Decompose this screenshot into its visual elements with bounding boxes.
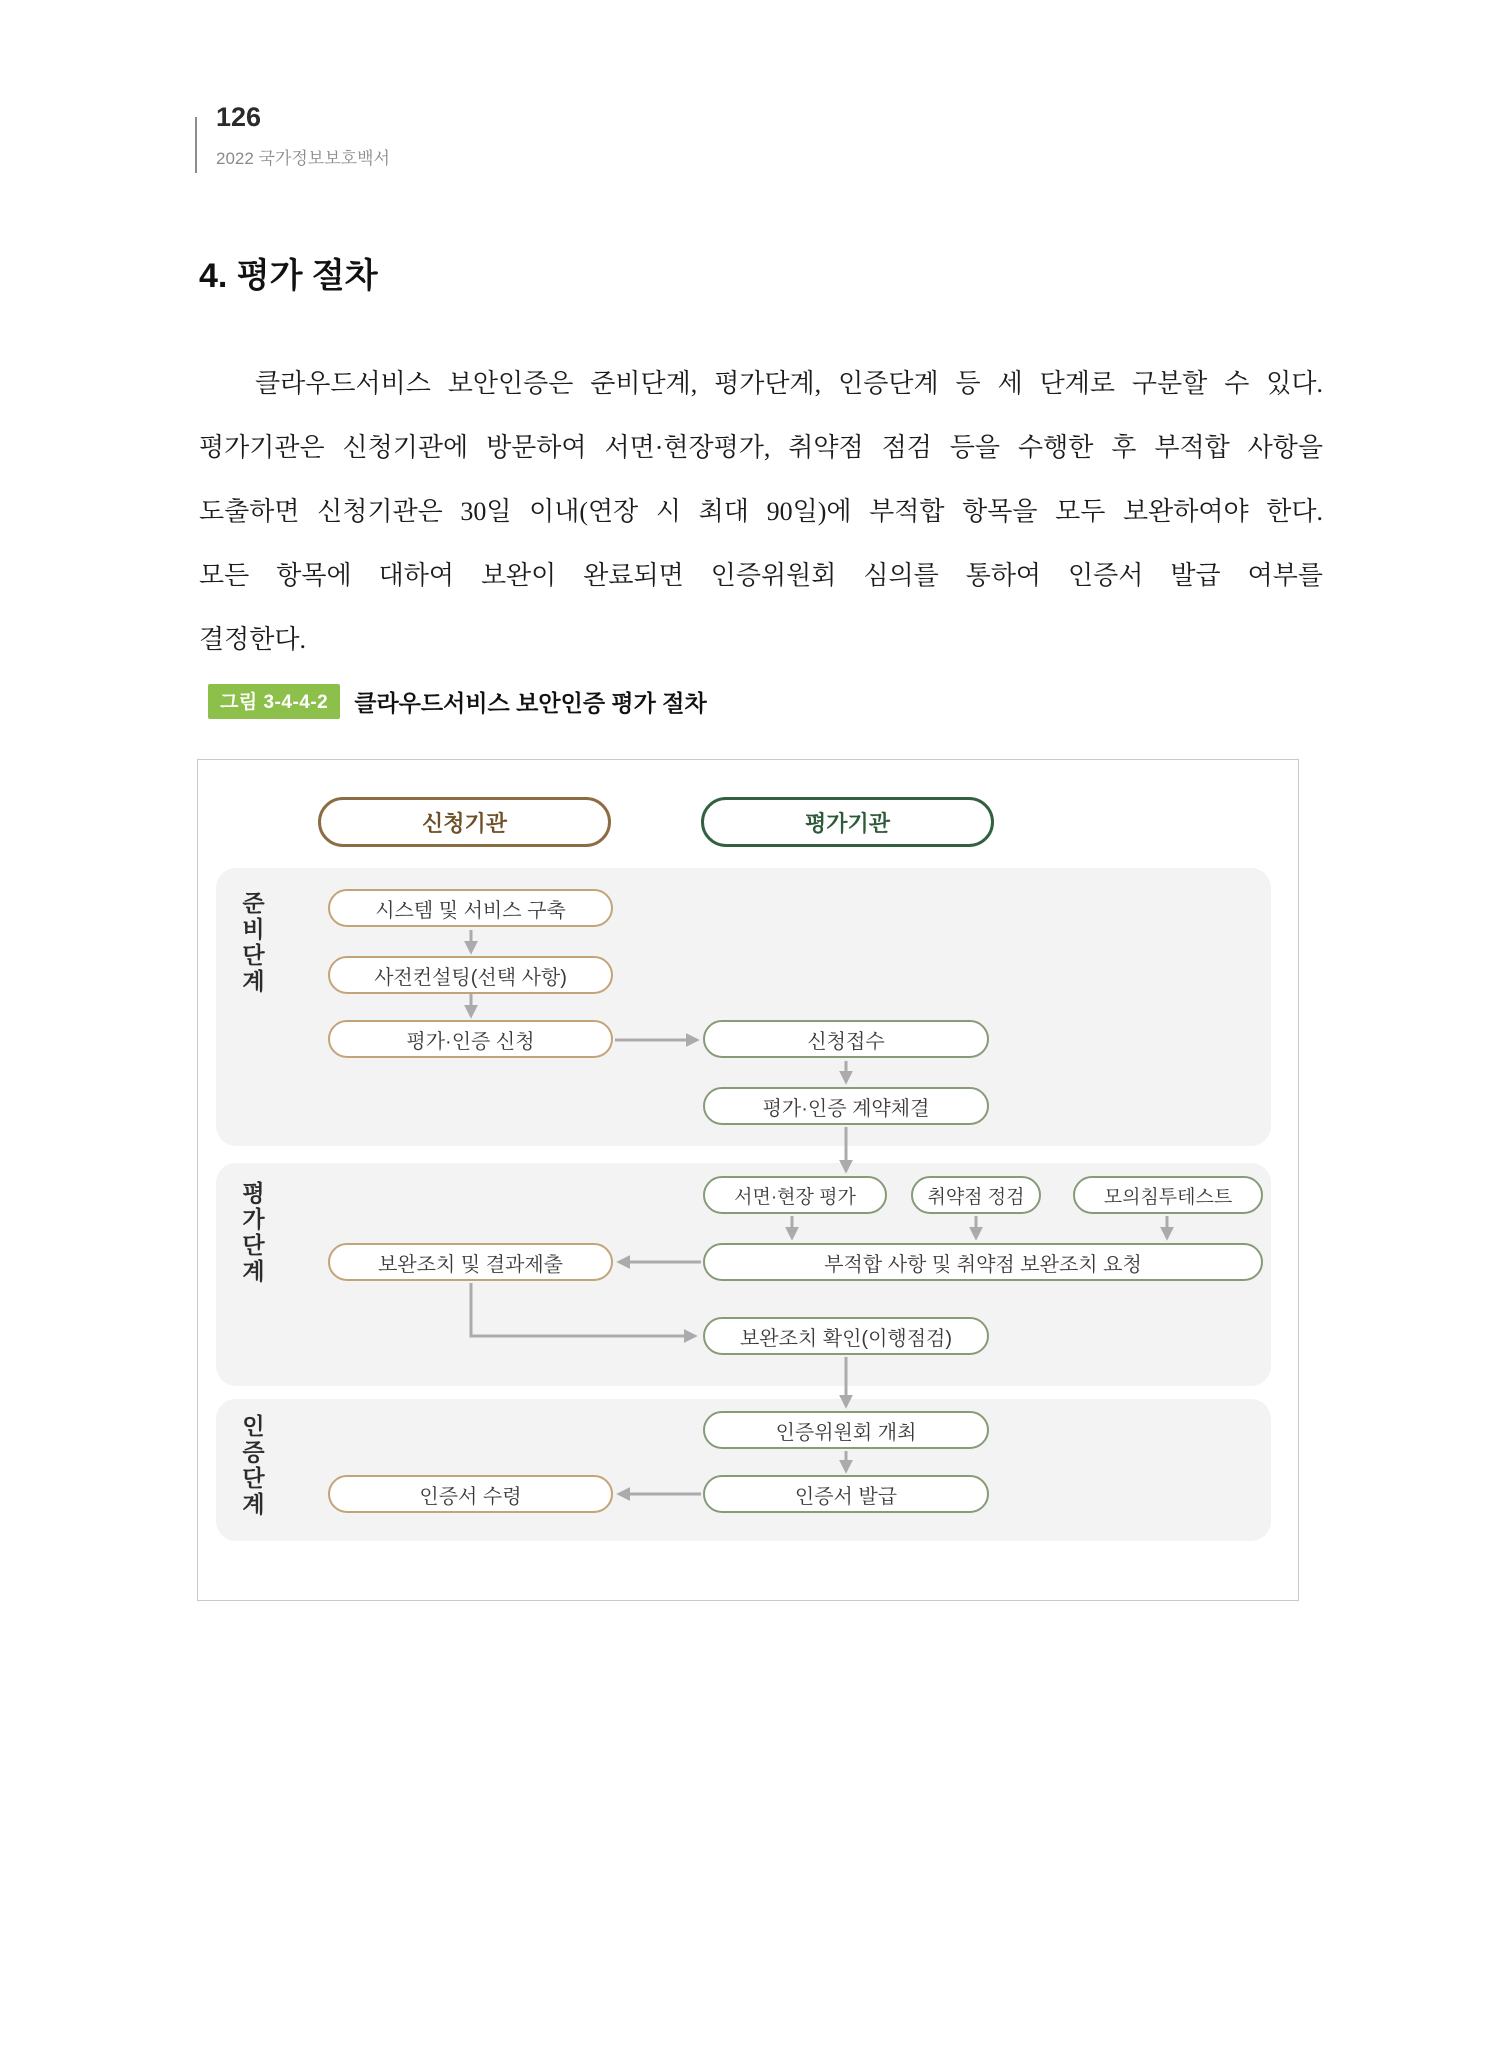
node-application-receipt: 신청접수	[703, 1020, 989, 1058]
node-certification-committee: 인증위원회 개최	[703, 1411, 989, 1449]
body-paragraph	[199, 352, 1323, 672]
node-vulnerability-check: 취약점 정검	[911, 1176, 1041, 1214]
node-eval-cert-application: 평가·인증 신청	[328, 1020, 613, 1058]
page-header-rule	[195, 117, 197, 173]
stage-label-evaluation: 평가단계	[239, 1181, 265, 1285]
paragraph-line: 모든 항목에 대하여 보완이 완료되면 인증위원회 심의를 통하여 인증서 발급 여부를	[199, 561, 1323, 590]
paragraph-line: 평가기관은 신청기관에 방문하여 서면·현장평가, 취약점 점검 등을 수행한 후 부적합 사항을	[199, 433, 1323, 462]
node-system-service-build: 시스템 및 서비스 구축	[328, 889, 613, 927]
section-heading: 4. 평가 절차	[199, 257, 378, 295]
node-remediation-request: 부적합 사항 및 취약점 보완조치 요청	[703, 1243, 1263, 1281]
paragraph-line: 결정한다.	[199, 625, 306, 654]
node-remediation-result-submit: 보완조치 및 결과제출	[328, 1243, 613, 1281]
legend-applicant-org: 신청기관	[318, 797, 611, 847]
paragraph-line: 클라우드서비스 보안인증은 준비단계, 평가단계, 인증단계 등 세 단계로 구분할 수 있다.	[255, 369, 1323, 398]
node-remediation-verification: 보완조치 확인(이행점검)	[703, 1317, 989, 1355]
stage-label-preparation: 준비단계	[239, 891, 265, 995]
figure-caption-title: 클라우드서비스 보안인증 평가 절차	[354, 689, 707, 716]
figure-number-badge: 그림 3-4-4-2	[208, 684, 340, 719]
node-pre-consulting: 사전컨설팅(선택 사항)	[328, 956, 613, 994]
node-certificate-issuance: 인증서 발급	[703, 1475, 989, 1513]
legend-evaluator-org: 평가기관	[701, 797, 994, 847]
figure-flowchart	[197, 759, 1299, 1601]
page-number: 126	[216, 102, 262, 132]
figure-caption	[208, 684, 707, 718]
document-title: 2022 국가정보보호백서	[216, 149, 390, 168]
node-certificate-receipt: 인증서 수령	[328, 1475, 613, 1513]
node-eval-cert-contract: 평가·인증 계약체결	[703, 1087, 989, 1125]
node-document-onsite-eval: 서면·현장 평가	[703, 1176, 887, 1214]
node-penetration-test: 모의침투테스트	[1073, 1176, 1263, 1214]
stage-label-certification: 인증단계	[239, 1414, 265, 1518]
paragraph-line: 도출하면 신청기관은 30일 이내(연장 시 최대 90일)에 부적합 항목을 모두 보완하여야 한다.	[199, 497, 1323, 526]
